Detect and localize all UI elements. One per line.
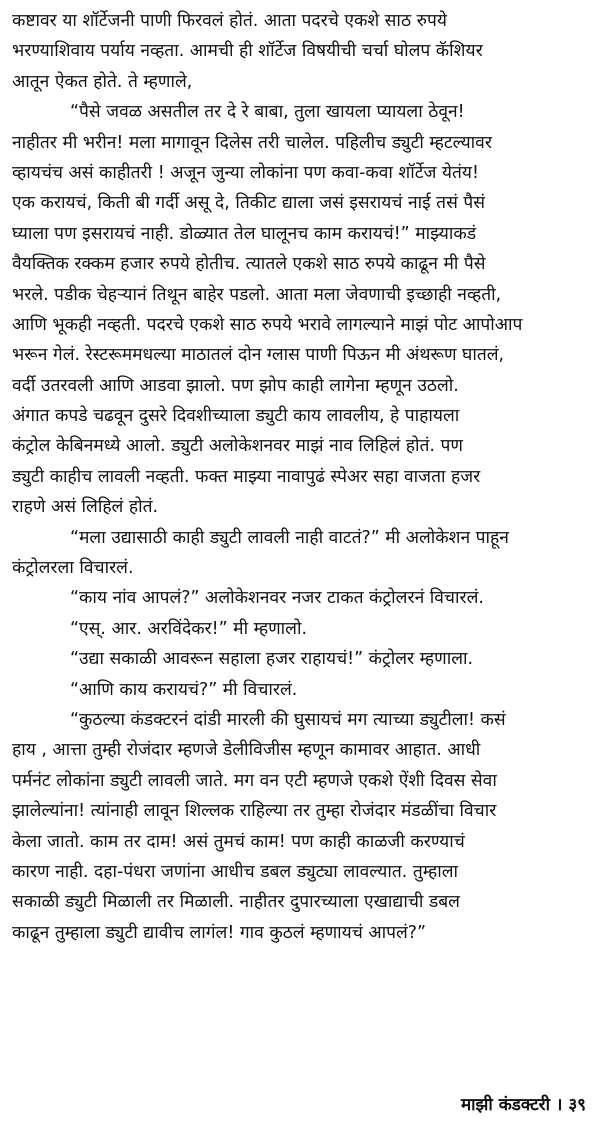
text-line: वैयक्तिक रक्कम हजार रुपये होतीच. त्यातले एकशे साठ रुपये काढून मी पैसे	[12, 254, 486, 275]
text-line: कष्टावर या शॉर्टेजनी पाणी फिरवलं होतं. आता पदरचे एकशे साठ रुपये	[12, 11, 447, 31]
paragraph-start-line: “एस्. आर. अरविंदेकर!” मी म्हणालो.	[70, 618, 307, 639]
text-line: झालेल्यांना! त्यांनाही लावून शिल्लक राहिल्या तर तुम्हा रोजंदार मंडळींचा विचार	[12, 801, 497, 822]
text-line: सकाळी ड्युटी मिळाली तर मिळाली. नाहीतर दुपारच्याला एखाद्याची डबल	[12, 892, 460, 913]
text-line: व्हायचंच असं काहीतरी ! अजून जुन्या लोकांना पण कवा-कवा शॉर्टेज येतंय!	[12, 162, 479, 183]
paragraph-start-line: “कुठल्या कंडक्टरनं दांडी मारली की घुसायचं मग त्याच्या ड्युटीला! कसं	[70, 709, 506, 730]
text-line: एक करायचं, किती बी गर्दी असू दे, तिकीट द्याला जसं इसरायचं नाई तसं पैसं	[12, 193, 486, 214]
text-line: भरले. पडीक चेहऱ्यानं तिथून बाहेर पडलो. आता मला जेवणाची इच्छाही नव्हती,	[12, 284, 502, 305]
text-line: भरून गेलं. रेस्टरूममधल्या माठातलं दोन ग्लास पाणी पिऊन मी अंथरूण घातलं,	[12, 345, 505, 366]
text-line: वर्दी उतरवली आणि आडवा झालो. पण झोप काही लागेना म्हणून उठलो.	[12, 375, 459, 396]
paragraph-start-line: “उद्या सकाळी आवरून सहाला हजर राहायचं!” कंट्रोलर म्हणाला.	[70, 649, 474, 670]
text-line: घ्याला पण इसरायचं नाही. डोळ्यात तेल घालूनच काम करायचं!” माझ्याकडं	[12, 223, 477, 244]
text-line: कंट्रोलरला विचारलं.	[12, 558, 134, 579]
text-line: नाहीतर मी भरीन! मला मागावून दिलेस तरी चालेल. पहिलीच ड्युटी म्हटल्यावर	[12, 132, 492, 153]
text-line: राहणे असं लिहिलं होतं.	[12, 497, 159, 518]
paragraph-start-line: “आणि काय करायचं?” मी विचारलं.	[70, 679, 298, 700]
text-line: कंट्रोल केबिनमध्ये आलो. ड्युटी अलोकेशनवर माझं नाव लिहिलं होतं. पण	[12, 436, 463, 457]
text-line: ड्युटी काहीच लावली नव्हती. फक्त माझ्या नावापुढं स्पेअर सहा वाजता हजर	[12, 466, 481, 487]
text-line: पर्मनंट लोकांना ड्युटी लावली जाते. मग वन एटी म्हणजे एकशे ऐंशी दिवस सेवा	[12, 770, 497, 791]
text-line: भरण्याशिवाय पर्याय नव्हता. आमची ही शॉर्टेज विषयीची चर्चा घोलप कॅशियर	[12, 41, 483, 62]
text-line: काढून तुम्हाला ड्युटी द्यावीच लागंल! गाव कुठलं म्हणायचं आपलं?”	[12, 922, 427, 943]
text-line: केला जातो. काम तर दाम! असं तुमचं काम! पण काही काळजी करण्याचं	[12, 831, 465, 852]
page-footer: माझी कंडक्टरी । ३९	[460, 1095, 586, 1115]
text-line: कारण नाही. दहा-पंधरा जणांना आधीच डबल ड्युट्या लावल्यात. तुम्हाला	[12, 861, 459, 882]
body-text	[12, 6, 592, 948]
text-line: हाय , आत्ता तुम्ही रोजंदार म्हणजे डेलीविजीस म्हणून कामावर आहात. आधी	[12, 740, 481, 761]
text-line: आतून ऐकत होते. ते म्हणाले,	[12, 71, 193, 92]
paragraph-start-line: “पैसे जवळ असतील तर दे रे बाबा, तुला खायला प्यायला ठेवून!	[70, 102, 465, 123]
paragraph-start-line: “काय नांव आपलं?” अलोकेशनवर नजर टाकत कंट्रोलरनं विचारलं.	[70, 588, 484, 609]
paragraph-start-line: “मला उद्यासाठी काही ड्युटी लावली नाही वाटतं?” मी अलोकेशन पाहून	[70, 527, 509, 548]
text-line: अंगात कपडे चढवून दुसरे दिवशीच्याला ड्युटी काय लावलीय, हे पाहायला	[12, 406, 460, 427]
text-line: आणि भूकही नव्हती. पदरचे एकशे साठ रुपये भरावे लागल्याने माझं पोट आपोआप	[12, 314, 523, 335]
